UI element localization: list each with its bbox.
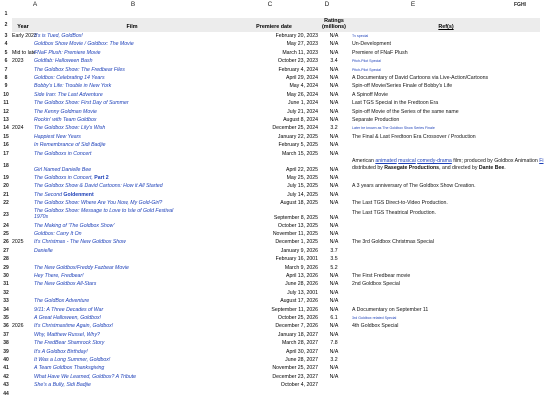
refs-cell[interactable]: A Documentary on September 11	[352, 306, 429, 313]
refs-cell[interactable]: Pitch-Pilot Special	[352, 59, 381, 64]
table-row	[12, 339, 540, 347]
premiere-date-cell[interactable]: April 29, 2024	[285, 75, 318, 81]
table-row	[12, 57, 540, 65]
refs-cell[interactable]: 2nd Goldbox Special	[352, 281, 400, 288]
premiere-date-cell[interactable]: December 23, 2027	[272, 373, 318, 380]
film-cell[interactable]: The Second Goldenment	[34, 191, 94, 198]
refs-cell[interactable]: The First Fredbear movie	[352, 273, 411, 279]
row-number[interactable]: 27	[3, 247, 9, 254]
premiere-date-cell[interactable]: May 4, 2024	[289, 83, 318, 90]
film-cell[interactable]: The GoldBox Adventure	[34, 298, 90, 305]
premiere-date-cell[interactable]: October 13, 2025	[277, 222, 318, 229]
table-row	[12, 82, 540, 90]
premiere-date-cell[interactable]: June 28, 2026	[285, 281, 318, 288]
film-cell[interactable]: In Remembrance of Sidi Badjie	[34, 142, 106, 149]
ratings-cell[interactable]: N/A	[329, 117, 339, 123]
row-number[interactable]: 21	[3, 191, 9, 198]
header-ratings-line1: Ratings	[324, 18, 344, 24]
table-row	[12, 306, 540, 314]
refs-cell[interactable]: Later be known as The Goldbox Show Series Finale	[352, 126, 435, 131]
ratings-cell[interactable]: N/A	[329, 100, 339, 107]
table-row	[12, 272, 540, 280]
film-cell[interactable]: A Great Halloween, Goldbox!	[34, 315, 101, 321]
year-cell[interactable]: Early 2023	[12, 33, 37, 39]
refs-cell[interactable]: A Spinoff Movie	[352, 91, 388, 98]
ratings-cell[interactable]: N/A	[329, 323, 339, 330]
ratings-cell[interactable]: 3.4	[330, 58, 338, 65]
row-number[interactable]: 17	[3, 150, 9, 157]
film-cell[interactable]: She's a Bully, Sidi Badjie	[34, 382, 91, 389]
table-row	[12, 255, 540, 263]
row-number[interactable]: 18	[3, 163, 9, 169]
refs-cell[interactable]: Separate Production	[352, 117, 400, 123]
ratings-cell[interactable]: N/A	[329, 75, 339, 81]
ratings-cell[interactable]: N/A	[329, 222, 339, 229]
premiere-date-cell[interactable]: August 8, 2024	[283, 117, 318, 123]
refs-cell[interactable]: The Last TGS Theatrical Production.	[352, 209, 437, 216]
ratings-cell[interactable]: N/A	[329, 183, 339, 190]
table-row	[12, 91, 540, 99]
ratings-cell[interactable]: 3.2	[330, 357, 338, 363]
table-header-row	[12, 18, 540, 32]
refs-cell[interactable]: A Documentary of David Cartoons via Live-Action/Cartoons	[352, 75, 489, 81]
film-cell[interactable]: What Have We Learned, Goldbox? A Tribute	[34, 373, 137, 380]
row-number[interactable]: 39	[3, 348, 9, 355]
row-number[interactable]: 33	[3, 298, 9, 305]
table-row	[12, 116, 540, 124]
bold-text: Rasegate Productions	[384, 165, 440, 171]
premiere-date-cell[interactable]: May 27, 2023	[286, 41, 318, 48]
premiere-date-cell[interactable]: February 4, 2024	[278, 66, 318, 73]
premiere-date-cell[interactable]: August 17, 2026	[280, 298, 318, 305]
table-row	[12, 381, 540, 389]
row-number[interactable]: 13	[3, 117, 9, 123]
ratings-cell[interactable]: N/A	[329, 365, 339, 372]
film-cell[interactable]: Goldbox: Carry It On	[34, 231, 82, 237]
film-line: 1970s	[34, 214, 49, 221]
column-letter-d[interactable]: D	[324, 1, 330, 8]
film-cell[interactable]: Goldbox Show Movie / Goldbox: The Movie	[34, 41, 134, 48]
ratings-cell[interactable]: N/A	[329, 373, 339, 380]
ratings-cell[interactable]: N/A	[329, 33, 339, 39]
film-cell[interactable]: It's Christmas - The New Goldbox Show	[34, 239, 126, 246]
ratings-cell[interactable]: 6.1	[330, 315, 338, 321]
premiere-date-cell[interactable]: May 26, 2024	[286, 91, 318, 98]
header-year: Year	[17, 24, 29, 30]
row-number[interactable]: 23	[3, 211, 9, 218]
row-number[interactable]: 34	[3, 306, 9, 313]
table-row	[12, 238, 540, 246]
row-number[interactable]: 4	[4, 41, 8, 48]
premiere-date-cell[interactable]: March 9, 2026	[284, 264, 318, 271]
table-row	[12, 108, 540, 116]
refs-line: distributed by Rasegate Productions, and directed by Dante Bee.	[352, 165, 506, 171]
column-letter-header	[0, 0, 540, 10]
row-number[interactable]: 26	[3, 239, 9, 246]
ratings-cell[interactable]: N/A	[329, 273, 339, 279]
ratings-cell[interactable]: N/A	[329, 331, 339, 338]
film-cell[interactable]: 9/11: A Three Decades of War	[34, 306, 104, 313]
row-number[interactable]: 22	[3, 200, 9, 207]
table-row	[12, 373, 540, 381]
ratings-cell[interactable]: N/A	[329, 298, 339, 305]
row-number[interactable]: 2	[4, 22, 8, 28]
refs-cell[interactable]: Un-Development	[352, 41, 391, 48]
row-number[interactable]: 14	[3, 125, 9, 132]
table-row	[12, 49, 540, 57]
refs-cell[interactable]: Premiere of FNaF Plush	[352, 49, 408, 56]
premiere-date-cell[interactable]: June 28, 2027	[285, 357, 318, 363]
ratings-cell[interactable]: N/A	[329, 142, 339, 149]
premiere-date-cell[interactable]: February 5, 2025	[278, 142, 318, 149]
refs-line: American animated musical comedy-drama film; produced by Goldbox Animation Fi	[352, 158, 544, 164]
year-cell[interactable]: Mid to late	[12, 49, 36, 56]
row-number[interactable]: 28	[3, 256, 9, 263]
ratings-cell[interactable]: N/A	[329, 150, 339, 157]
refs-cell[interactable]: Pitch-Pilot Special	[352, 67, 381, 72]
premiere-date-cell[interactable]: July 14, 2025	[287, 191, 318, 198]
film-cell[interactable]: Bobby's Life: Trouble in New York	[34, 83, 112, 90]
table-row	[12, 297, 540, 305]
ratings-cell[interactable]: N/A	[329, 289, 339, 296]
film-cell[interactable]: The New Goldbox All-Stars	[34, 281, 97, 288]
refs-cell[interactable]: Tv special	[352, 34, 369, 38]
row-number[interactable]: 3	[4, 33, 8, 39]
table-row	[12, 199, 540, 207]
row-number[interactable]: 32	[3, 289, 9, 296]
ratings-cell[interactable]: N/A	[329, 41, 339, 48]
table-row	[12, 174, 540, 182]
film-cell[interactable]: The Goldboxs in Concert, Part 2	[34, 175, 109, 181]
row-number[interactable]: 1	[4, 11, 8, 17]
table-row	[12, 264, 540, 272]
premiere-date-cell[interactable]: March 28, 2027	[281, 340, 318, 347]
film-cell[interactable]: Happiest New Years	[34, 133, 81, 140]
premiere-date-cell[interactable]: December 25, 2024	[272, 125, 318, 132]
row-number[interactable]: 11	[3, 100, 9, 107]
row-number[interactable]: 16	[3, 142, 9, 149]
row-number[interactable]: 36	[3, 323, 9, 330]
ratings-cell[interactable]: 3.5	[330, 256, 338, 263]
premiere-date-cell[interactable]: September 8, 2025	[273, 214, 318, 221]
row-number[interactable]: 37	[3, 331, 9, 338]
table-row	[12, 208, 540, 222]
table-row	[12, 133, 540, 141]
film-cell[interactable]: The Kenny Goldman Movie	[34, 108, 97, 115]
row-number[interactable]: 44	[3, 390, 9, 397]
refs-cell[interactable]: The 3rd Goldbox Christmas Special	[352, 239, 434, 246]
table-row	[12, 280, 540, 288]
premiere-date-cell[interactable]: July 21, 2024	[287, 108, 318, 115]
ratings-cell[interactable]: N/A	[329, 167, 339, 173]
ratings-cell[interactable]: N/A	[329, 83, 339, 90]
row-number[interactable]: 42	[3, 373, 9, 380]
premiere-date-cell[interactable]: February 20, 2023	[275, 33, 318, 39]
column-letter-c[interactable]: C	[267, 1, 273, 8]
ratings-cell[interactable]: N/A	[329, 348, 339, 355]
table-row	[12, 331, 540, 339]
bold-text: Goldenment	[63, 191, 94, 198]
premiere-date-cell[interactable]: August 18, 2025	[280, 200, 318, 207]
table-row	[12, 222, 540, 230]
film-cell[interactable]: Goldfab: Halloween Bash	[34, 58, 93, 65]
film-cell[interactable]: It Was a Long Summer, Goldbox!	[34, 357, 111, 363]
table-row	[12, 230, 540, 238]
ratings-cell[interactable]: N/A	[329, 91, 339, 98]
film-cell[interactable]: Danielle	[34, 247, 53, 254]
premiere-date-cell[interactable]: March 15, 2025	[281, 150, 318, 157]
refs-cell[interactable]: Spin-off Movie of the Series of the same name	[352, 108, 459, 115]
film-cell[interactable]: The Making of 'The Goldbox Show'	[34, 222, 115, 229]
film-cell[interactable]: The Goldbox Show & David Cartoons: How it All Started	[34, 183, 163, 190]
table-row	[12, 314, 540, 322]
refs-cell[interactable]: Spin-off Movie/Series Finale of Bobby's Life	[352, 83, 453, 90]
refs-cell[interactable]: 3rd Goldbox related Special	[352, 316, 397, 320]
row-number[interactable]: 29	[3, 264, 9, 271]
ratings-cell[interactable]: N/A	[329, 200, 339, 207]
premiere-date-cell[interactable]: October 23, 2023	[277, 58, 318, 65]
refs-cell[interactable]: The Last TGS Direct-to-Video Production.	[352, 200, 448, 207]
ratings-cell[interactable]: N/A	[329, 239, 339, 246]
film-cell[interactable]: Girl Named Danielle Bee	[34, 167, 92, 173]
premiere-date-cell[interactable]: December 7, 2026	[275, 323, 318, 330]
row-number[interactable]: 5	[4, 49, 8, 56]
ratings-cell[interactable]: N/A	[329, 214, 339, 221]
column-letter-e[interactable]: E	[410, 1, 416, 8]
table-row	[12, 150, 540, 158]
row-number[interactable]: 6	[4, 58, 8, 65]
bold-text: Part 2	[94, 175, 109, 181]
row-number[interactable]: 43	[3, 382, 9, 389]
film-cell[interactable]: It's A Goldbox Birthday!	[34, 348, 88, 355]
film-cell[interactable]: Hey There, Fredbear!	[34, 273, 84, 279]
premiere-date-cell[interactable]: May 25, 2025	[286, 175, 318, 181]
premiere-date-cell[interactable]: February 16, 2001	[275, 256, 318, 263]
premiere-date-cell[interactable]: July 13, 2001	[287, 289, 318, 296]
header-refs: Ref(s)	[438, 24, 454, 30]
row-number[interactable]: 15	[3, 133, 9, 140]
row-number[interactable]: 8	[4, 75, 8, 81]
row-number[interactable]: 12	[3, 108, 9, 115]
wiki-link[interactable]: musical	[398, 158, 416, 164]
year-cell[interactable]: 2026	[12, 323, 24, 330]
row-number[interactable]: 9	[4, 83, 8, 90]
year-cell[interactable]: 2023	[12, 58, 24, 65]
table-row	[12, 32, 540, 40]
film-cell[interactable]: The Goldbox Show: First Day of Summer	[34, 100, 129, 107]
table-row	[12, 124, 540, 132]
row-number[interactable]: 24	[3, 222, 9, 229]
ratings-cell[interactable]: N/A	[329, 108, 339, 115]
film-cell[interactable]	[34, 208, 230, 221]
ratings-cell[interactable]: 5.2	[330, 264, 338, 271]
premiere-date-cell[interactable]: April 30, 2027	[285, 348, 318, 355]
table-row	[12, 191, 540, 199]
row-number[interactable]: 30	[3, 273, 9, 279]
table-row	[12, 356, 540, 364]
premiere-date-cell[interactable]: October 4, 2027	[280, 382, 318, 389]
film-cell[interactable]: The Goldbox Show: Lily's Wish	[34, 125, 106, 132]
header-film: Film	[126, 24, 138, 30]
premiere-date-cell[interactable]: January 18, 2027	[277, 331, 318, 338]
ratings-cell[interactable]: 3.2	[330, 125, 338, 132]
premiere-date-cell[interactable]: October 25, 2026	[277, 315, 318, 321]
header-premiere: Premiere date	[256, 24, 292, 30]
premiere-date-cell[interactable]: September 11, 2026	[271, 306, 318, 313]
refs-cell[interactable]	[352, 158, 544, 172]
refs-cell[interactable]: 4th Goldbox Special	[352, 323, 399, 330]
premiere-date-cell[interactable]: April 13, 2026	[285, 273, 318, 279]
film-cell[interactable]: Rockin' with Team Goldbox	[34, 117, 97, 123]
row-number[interactable]: 7	[4, 66, 8, 73]
premiere-date-cell[interactable]: January 9, 2026	[280, 247, 318, 254]
wiki-link[interactable]: Fi	[539, 158, 544, 164]
premiere-date-cell[interactable]: July 15, 2025	[287, 183, 318, 190]
column-letter-fghi[interactable]: FGHI	[514, 2, 526, 8]
film-cell[interactable]: It's is Tued, GoldBox!	[34, 33, 83, 39]
table-row	[12, 322, 540, 330]
bold-text: Dante Bee	[478, 165, 505, 171]
table-row	[12, 348, 540, 356]
premiere-date-cell[interactable]: January 22, 2025	[277, 133, 318, 140]
film-cell[interactable]: Side Iran: The Last Adventure	[34, 91, 103, 98]
film-cell[interactable]: The New Goldbox/Freddy Fazbear Movie	[34, 264, 129, 271]
wiki-link[interactable]: animated	[375, 158, 397, 164]
year-cell[interactable]: 2024	[12, 125, 24, 132]
premiere-date-cell[interactable]: November 25, 2027	[272, 365, 318, 372]
film-cell[interactable]: Goldbox: Celebrating 14 Years	[34, 75, 105, 81]
ratings-cell[interactable]: N/A	[329, 306, 339, 313]
ratings-cell[interactable]: 3.7	[330, 247, 338, 254]
year-cell[interactable]: 2025	[12, 239, 24, 246]
table-row	[12, 40, 540, 48]
refs-cell[interactable]: Last TGS Special in the Fredtoon Era	[352, 100, 439, 107]
row-number[interactable]: 10	[3, 91, 9, 98]
row-number[interactable]: 31	[3, 281, 9, 288]
premiere-date-cell[interactable]: November 11, 2025	[272, 231, 318, 237]
column-letter-b[interactable]: B	[130, 1, 136, 8]
row-number[interactable]: 25	[3, 231, 9, 237]
film-cell[interactable]: It's Christmastime Again, Goldbox!	[34, 323, 114, 330]
wiki-link[interactable]: comedy-drama	[417, 158, 452, 164]
header-ratings	[319, 18, 349, 30]
film-cell[interactable]: The FredBear Shamrock Story	[34, 340, 105, 347]
refs-cell[interactable]: The Final & Last Fredtoon Era Crossover / Production	[352, 133, 476, 140]
table-row	[12, 364, 540, 372]
row-number[interactable]: 19	[3, 175, 9, 181]
film-cell[interactable]: FNaF Plush: Premiere Movie	[34, 49, 101, 56]
table-row	[12, 182, 540, 190]
table-row	[12, 66, 540, 74]
column-letter-a[interactable]: A	[32, 1, 38, 8]
refs-cell[interactable]: A 3 years anniversary of The Goldbox Show Creation.	[352, 183, 476, 190]
premiere-date-cell[interactable]: March 11, 2023	[282, 49, 318, 56]
table-row	[12, 74, 540, 82]
table-row	[12, 99, 540, 107]
row-number[interactable]: 41	[3, 365, 9, 372]
table-row	[12, 158, 544, 174]
premiere-date-cell[interactable]: April 22, 2025	[285, 167, 318, 173]
table-row	[12, 247, 540, 255]
ratings-cell[interactable]: N/A	[329, 175, 339, 181]
row-number[interactable]: 40	[3, 357, 9, 363]
film-cell[interactable]: A Team Goldbox Thanksgiving	[34, 365, 105, 372]
table-row	[12, 141, 540, 149]
film-cell[interactable]: The Goldbox Show: Where Are You Now, My Gold-Girl?	[34, 200, 163, 207]
table-row	[12, 289, 540, 297]
film-cell[interactable]: Why, Matthew Russel, Why?	[34, 331, 100, 338]
ratings-cell[interactable]: N/A	[329, 133, 339, 140]
ratings-cell[interactable]: 7.8	[330, 340, 338, 347]
header-ratings-line2: (millions)	[322, 24, 346, 30]
ratings-cell[interactable]: N/A	[329, 191, 339, 198]
row-number[interactable]: 20	[3, 183, 9, 190]
premiere-date-cell[interactable]: June 1, 2024	[288, 100, 318, 107]
ratings-cell[interactable]: N/A	[329, 231, 339, 237]
row-number[interactable]: 38	[3, 340, 9, 347]
film-cell[interactable]: The Goldbox Show: The Fredbear Files	[34, 66, 125, 73]
ratings-cell[interactable]: N/A	[329, 49, 339, 56]
film-line: The Goldbox Show: Message to Love to Isle of Gold Festival	[34, 207, 174, 214]
ratings-cell[interactable]: N/A	[329, 66, 339, 73]
ratings-cell[interactable]: N/A	[329, 281, 339, 288]
film-cell[interactable]: The Goldboxs in Concert	[34, 150, 92, 157]
row-number[interactable]: 35	[3, 315, 9, 321]
premiere-date-cell[interactable]: December 1, 2025	[275, 239, 318, 246]
